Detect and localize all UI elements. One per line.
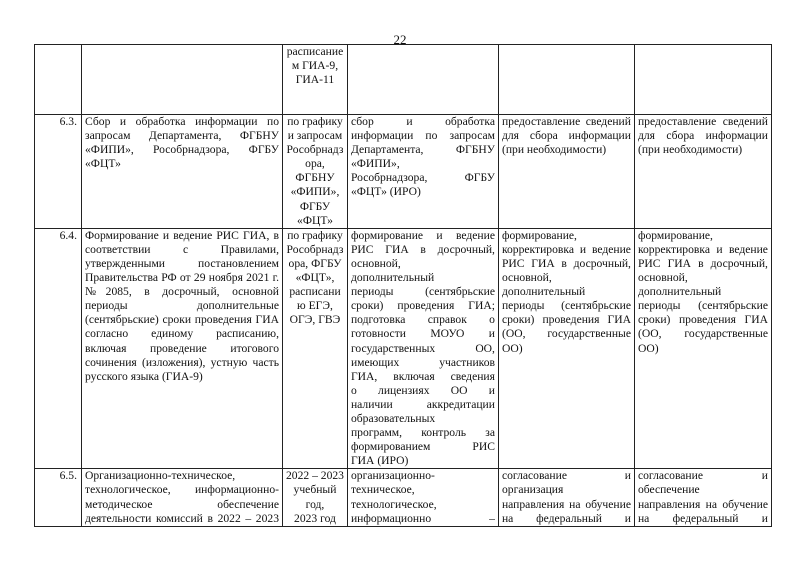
cell-line: год,	[305, 497, 325, 511]
cell-line: ю ЕГЭ,	[297, 299, 333, 313]
school-cell	[634, 228, 771, 469]
cell-line: ОО)	[637, 341, 659, 355]
cell-line: «ФЦТ»	[297, 213, 333, 227]
cell-line: государственных ОО,	[350, 341, 495, 355]
cell-line: формирование,	[501, 228, 577, 242]
cell-line: Департамента, ФГБНУ	[350, 143, 495, 157]
cell-line: формирование и ведение	[350, 228, 495, 242]
table-row	[35, 228, 772, 469]
cell-line: №2085, в досрочный, основной	[85, 285, 279, 299]
cell-line: основной,	[350, 256, 401, 270]
cell-line: для сбора информации	[637, 129, 768, 143]
cell-line: о лицензиях ОО и	[350, 383, 495, 397]
cell-line: основной,	[637, 271, 688, 285]
cell-line: 2023 год	[294, 511, 336, 525]
cell-line: сроки) проведения ГИА	[501, 313, 631, 327]
cell-line: подготовка справок о	[350, 313, 495, 327]
cell-line: на федеральный и	[501, 511, 631, 525]
row-number	[35, 45, 82, 115]
cell-line: организационно-	[350, 469, 435, 483]
cell-line: РИС ГИА в досрочный,	[501, 256, 631, 270]
cell-line: технологическое,	[350, 497, 437, 511]
cell-line: (сентябрьские) сроки проведения ГИА	[85, 313, 279, 327]
cell-line: Организационно-техническое,	[85, 469, 236, 483]
cell-line: для сбора информации	[501, 129, 631, 143]
school-cell	[634, 469, 771, 526]
cell-line: Рособрнадз	[286, 242, 344, 256]
cell-line: информации по запросам	[350, 129, 495, 143]
cell-line: согласно единому расписанию,	[85, 327, 279, 341]
activity-cell	[82, 228, 283, 469]
table-row	[35, 469, 772, 526]
cell-line: информационно –	[350, 511, 495, 525]
cell-line: формированием РИС	[350, 440, 495, 454]
cell-line: 2022 – 2023	[286, 469, 344, 483]
cell-line: наличии аккредитации	[350, 397, 495, 411]
regional-cell	[347, 469, 498, 526]
cell-line: деятельности комиссий в 2022 – 2023	[85, 511, 279, 525]
cell-line: техническое,	[350, 483, 415, 497]
cell-line: предоставление сведений	[501, 115, 631, 128]
cell-line: ФГБНУ	[295, 171, 335, 185]
cell-line: ГИА-11	[295, 73, 335, 87]
cell-line: «ФИПИ»,	[350, 157, 400, 171]
cell-line: Формирование и ведение РИС ГИА, в	[85, 228, 279, 242]
cell-line: периоды (сентябрьские	[350, 285, 495, 299]
cell-line: организация	[501, 483, 564, 497]
cell-line: и запросам	[287, 129, 343, 143]
cell-line: по графику	[287, 228, 343, 242]
schedule-cell	[283, 115, 348, 229]
school-cell	[634, 45, 771, 115]
cell-line: формирование,	[637, 228, 713, 242]
cell-line: предоставление сведений	[637, 115, 768, 128]
cell-line: ГИА, включая сведения	[350, 369, 495, 383]
cell-line: запросам Департамента, ФГБНУ	[85, 129, 279, 143]
cell-line: м ГИА-9,	[291, 59, 339, 73]
cell-line: дополнительный	[350, 271, 435, 285]
cell-line: (при необходимости)	[637, 143, 743, 157]
cell-line: на федеральный и	[637, 511, 768, 525]
activity-cell	[82, 469, 283, 526]
municipal-cell	[498, 469, 634, 526]
cell-line: «ФЦТ»,	[295, 271, 335, 285]
cell-line: периоды дополнительные	[85, 299, 279, 313]
cell-line: согласование и	[637, 469, 768, 483]
cell-line: имеющих участников	[350, 355, 495, 369]
regional-cell	[347, 45, 498, 115]
activity-cell	[82, 115, 283, 229]
cell-line: ора, ФГБУ	[288, 256, 342, 270]
cell-line: готовности МОУО и	[350, 327, 495, 341]
cell-line: по графику	[287, 115, 343, 128]
cell-line: (ОО, государственные	[501, 327, 631, 341]
cell-line: «ФИПИ», Рособрнадзора, ФГБУ	[85, 143, 279, 157]
cell-line: включая проведение итогового	[85, 341, 279, 355]
schedule-cell	[283, 45, 348, 115]
cell-line: сбор и обработка	[350, 115, 495, 128]
cell-line: направления на обучение	[501, 497, 631, 511]
cell-line: расписание	[286, 45, 344, 58]
plan-table	[34, 44, 772, 527]
cell-line: учебный	[293, 483, 337, 497]
cell-line: ФГБУ	[299, 199, 331, 213]
cell-line: «ФИПИ»,	[290, 185, 340, 199]
cell-line: направления на обучение	[637, 497, 768, 511]
cell-line: РИС ГИА в досрочный,	[637, 256, 768, 270]
table-row	[35, 115, 772, 229]
cell-line: Рособрнадз	[286, 143, 344, 157]
cell-line: соответствии с Правилами,	[85, 242, 279, 256]
cell-line: основной,	[501, 271, 552, 285]
cell-line: сроки) проведения ГИА;	[350, 299, 495, 313]
page-number: 22	[393, 32, 407, 47]
row-number: 6.3.	[35, 115, 82, 229]
cell-line: обеспечение	[637, 483, 700, 497]
cell-line: РИС ГИА в досрочный,	[350, 242, 495, 256]
schedule-cell	[283, 469, 348, 526]
table-row	[35, 45, 772, 115]
cell-line: согласование и	[501, 469, 631, 483]
cell-line: программ, контроль за	[350, 426, 495, 440]
cell-line: корректировка и ведение	[637, 242, 768, 256]
cell-line: технологическое, информационно-	[85, 483, 279, 497]
activity-cell	[82, 45, 283, 115]
regional-cell	[347, 228, 498, 469]
cell-line: (ОО, государственные	[637, 327, 768, 341]
cell-line: корректировка и ведение	[501, 242, 631, 256]
schedule-cell	[283, 228, 348, 469]
row-number: 6.4.	[35, 228, 82, 469]
row-number: 6.5.	[35, 469, 82, 526]
municipal-cell	[498, 228, 634, 469]
cell-line: ОО)	[501, 341, 523, 355]
cell-line: дополнительный	[637, 285, 722, 299]
cell-line: ОГЭ, ГВЭ	[289, 313, 341, 327]
municipal-cell	[498, 115, 634, 229]
cell-line: Сбор и обработка информации по	[85, 115, 279, 128]
cell-line: Рособрнадзора, ФГБУ	[350, 171, 495, 185]
cell-line: утвержденными постановлением	[85, 256, 279, 270]
cell-line: сроки) проведения ГИА	[637, 313, 768, 327]
cell-line: сочинения (изложения), устную часть	[85, 355, 279, 369]
cell-line: ора,	[305, 157, 325, 171]
school-cell	[634, 115, 771, 229]
cell-line: ГИА (ИРО)	[350, 454, 409, 468]
cell-line: периоды (сентябрьские	[637, 299, 768, 313]
cell-line: периоды (сентябрьские	[501, 299, 631, 313]
cell-line: дополнительный	[501, 285, 586, 299]
municipal-cell	[498, 45, 634, 115]
cell-line: методическое обеспечение	[85, 497, 279, 511]
regional-cell	[347, 115, 498, 229]
cell-line: русского языка (ГИА-9)	[85, 369, 203, 383]
cell-line: (при необходимости)	[501, 143, 607, 157]
cell-line: расписани	[289, 285, 341, 299]
cell-line: «ФЦТ» (ИРО)	[350, 185, 421, 199]
cell-line: образовательных	[350, 411, 436, 425]
cell-line: «ФЦТ»	[85, 157, 121, 171]
cell-line: Правительства РФ от 29 ноября 2021 г.	[85, 271, 279, 285]
